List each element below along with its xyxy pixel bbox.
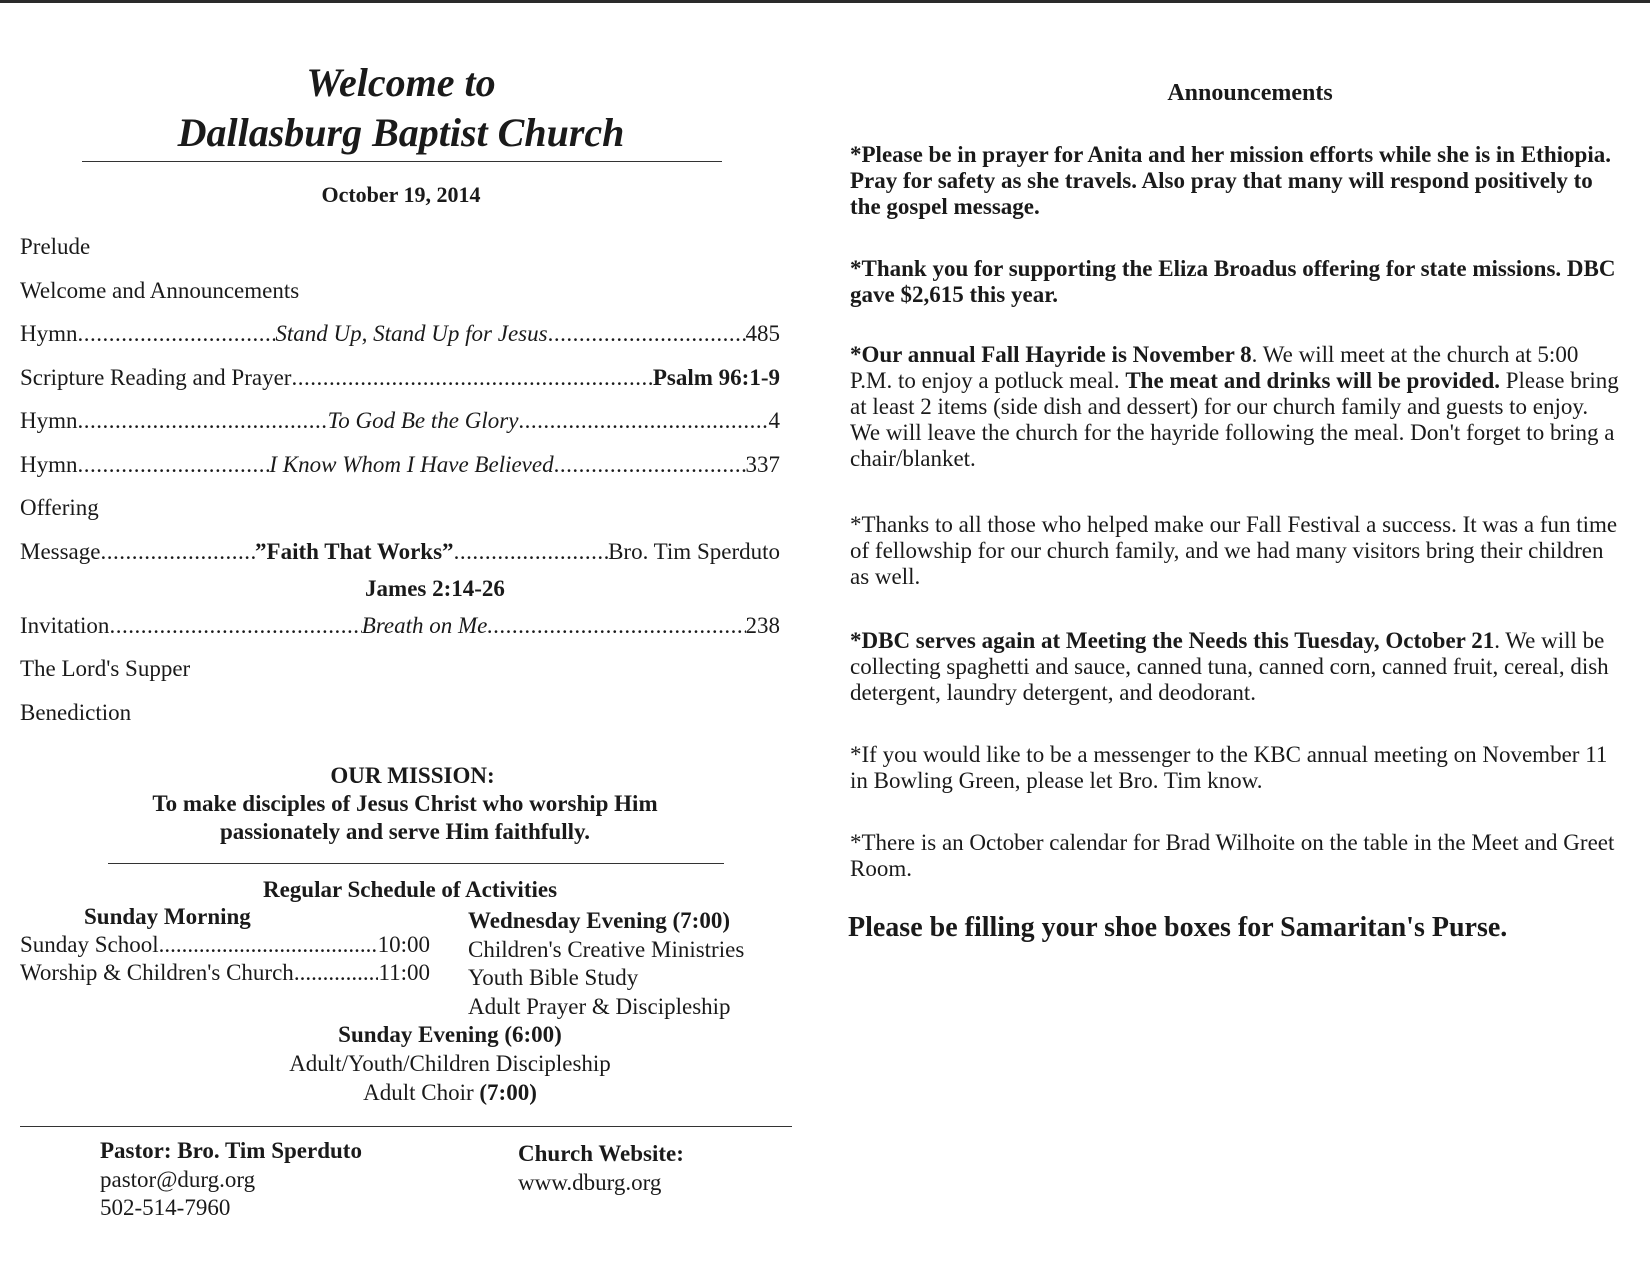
order-item-invitation bbox=[20, 611, 780, 655]
dot-leader bbox=[109, 611, 361, 641]
hymn-number: 238 bbox=[745, 612, 780, 638]
website-url: www.dburg.org bbox=[518, 1169, 662, 1195]
order-of-worship bbox=[20, 232, 780, 741]
order-item-label: The Lord's Supper bbox=[20, 656, 191, 681]
website-label: Church Website: bbox=[518, 1141, 684, 1166]
order-item-lords-supper bbox=[20, 654, 780, 698]
sunday-morning-heading: Sunday Morning bbox=[84, 904, 251, 929]
mission-line-2: passionately and serve Him faithfully. bbox=[220, 819, 590, 844]
announcement-highlight: *Our annual Fall Hayride is November 8 bbox=[850, 342, 1252, 367]
order-item-prelude bbox=[20, 232, 780, 276]
mission-line-1: To make disciples of Jesus Christ who worship Him bbox=[152, 791, 658, 816]
hymn-number: 4 bbox=[768, 408, 780, 433]
scripture-reference: Psalm 96:1-9 bbox=[652, 364, 780, 390]
pastor-email: pastor@durg.org bbox=[100, 1166, 256, 1192]
message-speaker: Bro. Tim Sperduto bbox=[608, 538, 780, 564]
order-item-label: Hymn bbox=[20, 408, 78, 433]
schedule-row bbox=[20, 931, 430, 959]
hymn-number: 337 bbox=[745, 451, 780, 477]
dot-leader bbox=[78, 406, 328, 436]
hymn-title: I Know Whom I Have Believed bbox=[269, 451, 554, 477]
announcement-october-calendar: *There is an October calendar for Brad Wilhoite on the table in the Meet and Greet Room. bbox=[850, 830, 1615, 881]
closing-reminder: Please be filling your shoe boxes for Samaritan's Purse. bbox=[848, 912, 1508, 943]
order-item-benediction bbox=[20, 698, 780, 742]
dot-leader bbox=[159, 931, 378, 959]
activity-time: (7:00) bbox=[479, 1080, 537, 1105]
order-item-label: Offering bbox=[20, 495, 99, 520]
sunday-morning-schedule bbox=[20, 903, 430, 987]
order-item-label: Hymn bbox=[20, 451, 78, 477]
announcements-heading: Announcements bbox=[1167, 80, 1333, 106]
message-title: ”Faith That Works” bbox=[255, 538, 454, 564]
sunday-evening-schedule bbox=[160, 1020, 740, 1107]
announcement-text: Please bring at least 2 items (side dish and dessert) for our church family and guests to enjoy. We will leave the church for the hayride following the meal. Don't forget to bring a chair/blanket. bbox=[850, 368, 1619, 471]
hymn-title: To God Be the Glory bbox=[327, 408, 519, 433]
announcement-meeting-the-needs bbox=[850, 628, 1620, 706]
activity-name: Worship & Children's Church bbox=[20, 960, 294, 985]
wednesday-evening-heading: Wednesday Evening (7:00) bbox=[468, 908, 730, 933]
page-top-edge bbox=[0, 0, 1650, 3]
service-date: October 19, 2014 bbox=[321, 182, 481, 207]
dot-leader bbox=[493, 611, 745, 641]
wednesday-evening-schedule bbox=[468, 907, 788, 1021]
dot-leader bbox=[518, 406, 768, 436]
activity-name: Adult Choir bbox=[363, 1080, 474, 1105]
dot-leader bbox=[78, 450, 270, 480]
sunday-evening-heading: Sunday Evening (6:00) bbox=[338, 1022, 562, 1047]
bulletin-title bbox=[80, 58, 722, 158]
dot-leader bbox=[454, 537, 609, 567]
order-item-scripture bbox=[20, 363, 780, 407]
activity-name: Sunday School bbox=[20, 932, 159, 957]
announcement-kbc-meeting: *If you would like to be a messenger to the KBC annual meeting on November 11 in Bowling Green, please let Bro. Tim know. bbox=[850, 742, 1608, 793]
pastor-contact bbox=[100, 1137, 362, 1223]
dot-leader bbox=[554, 450, 746, 480]
order-item-offering bbox=[20, 493, 780, 537]
activity-time: 11:00 bbox=[378, 960, 430, 985]
order-item-label: Hymn bbox=[20, 321, 78, 346]
hymn-title: Stand Up, Stand Up for Jesus bbox=[275, 321, 548, 346]
order-item-label: Welcome and Announcements bbox=[20, 277, 300, 303]
activity-name: Adult Prayer & Discipleship bbox=[468, 993, 731, 1019]
schedule-row bbox=[20, 959, 430, 987]
title-line-1: Welcome to bbox=[306, 60, 496, 105]
title-divider bbox=[82, 161, 722, 162]
dot-leader bbox=[548, 319, 746, 349]
message-scripture-reference: James 2:14-26 bbox=[365, 575, 505, 601]
announcement-text: . We will be collecting spaghetti and sauce, canned tuna, canned corn, canned fruit, cereal, dish detergent, laundry detergent, and deodorant. bbox=[850, 628, 1609, 705]
mission-divider bbox=[108, 863, 724, 864]
mission-heading: OUR MISSION: bbox=[330, 763, 495, 788]
pastor-phone: 502-514-7960 bbox=[100, 1195, 231, 1220]
activity-name: Adult/Youth/Children Discipleship bbox=[289, 1051, 611, 1076]
activity-time: 10:00 bbox=[377, 932, 430, 957]
hymn-number: 485 bbox=[745, 321, 781, 346]
announcement-text: . We will meet at the church at 5:00 P.M. to enjoy a potluck meal. bbox=[850, 342, 1579, 393]
announcement-highlight: *DBC serves again at Meeting the Needs this Tuesday, October 21 bbox=[850, 628, 1495, 653]
order-item-label: Prelude bbox=[20, 234, 91, 259]
announcement-fall-festival: *Thanks to all those who helped make our Fall Festival a success. It was a fun time of fellowship for our church family, and we had many visitors bring their children as well. bbox=[850, 512, 1618, 589]
pastor-name: Pastor: Bro. Tim Sperduto bbox=[100, 1138, 362, 1163]
dot-leader bbox=[78, 319, 276, 349]
church-website bbox=[518, 1140, 684, 1197]
announcement-eliza-broadus: *Thank you for supporting the Eliza Broadus offering for state missions. DBC gave $2,615 this year. bbox=[850, 256, 1616, 307]
dot-leader bbox=[294, 959, 379, 987]
order-item-label: Scripture Reading and Prayer bbox=[20, 364, 292, 390]
order-item-label: Message bbox=[20, 538, 101, 564]
announcement-highlight: The meat and drinks will be provided. bbox=[1125, 368, 1500, 393]
activity-name: Children's Creative Ministries bbox=[468, 936, 745, 962]
dot-leader bbox=[291, 363, 652, 393]
order-item-welcome bbox=[20, 276, 780, 320]
announcement-prayer-anita: *Please be in prayer for Anita and her mission efforts while she is in Ethiopia. Pray for safety as she travels. Also pray that many will respond positively to the gospel message. bbox=[850, 142, 1611, 219]
order-item-hymn-1 bbox=[20, 319, 780, 363]
order-item-label: Invitation bbox=[20, 612, 110, 638]
order-item-hymn-2 bbox=[20, 406, 780, 450]
mission-statement bbox=[100, 790, 710, 846]
order-item-message bbox=[20, 537, 780, 611]
schedule-row bbox=[160, 1078, 740, 1107]
hymn-title: Breath on Me. bbox=[361, 612, 494, 638]
dot-leader bbox=[100, 537, 255, 567]
order-item-hymn-3 bbox=[20, 450, 780, 494]
order-item-label: Benediction bbox=[20, 699, 132, 725]
title-line-2: Dallasburg Baptist Church bbox=[177, 110, 625, 155]
announcement-fall-hayride bbox=[850, 342, 1620, 472]
activity-name: Youth Bible Study bbox=[468, 965, 639, 990]
schedule-heading: Regular Schedule of Activities bbox=[262, 877, 558, 902]
footer-divider bbox=[20, 1126, 792, 1127]
